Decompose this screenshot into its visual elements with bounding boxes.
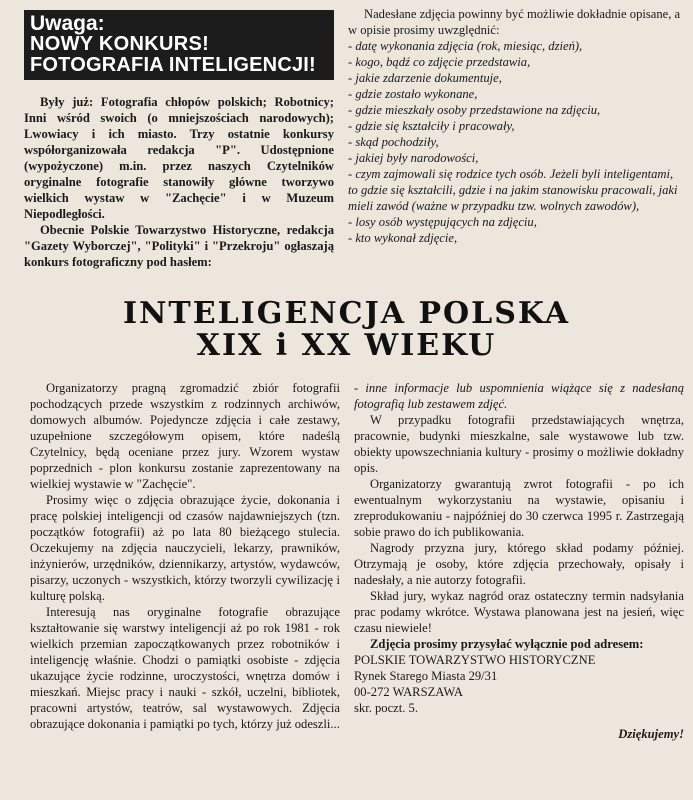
extra-info-item: - inne informacje lub uspomnienia wiążące się z nadesłaną fotografią lub zestawem zdjęć. (354, 381, 684, 411)
body-column-right (354, 380, 684, 742)
address-line: 00-272 WARSZAWA (354, 685, 463, 699)
thanks-signoff: Dziękujemy! (618, 727, 684, 741)
requirements-intro: Nadesłane zdjęcia powinny być możliwie dokładnie opisane, a w opisie prosimy uwzględnić: (348, 7, 681, 37)
notice-line-1: Uwaga: (30, 12, 105, 35)
requirement-item: - datę wykonania zdjęcia (rok, miesiąc, dzień), (348, 39, 583, 53)
contest-headline (0, 298, 693, 362)
requirement-item: - kogo, bądź co zdjęcie przedstawia, (348, 55, 531, 69)
requirement-item: - losy osób występujących na zdjęciu, (348, 215, 537, 229)
requirement-item: - jakie zdarzenie dokumentuje, (348, 71, 502, 85)
notice-line-2: NOWY KONKURS! (30, 33, 210, 55)
body-paragraph-4: W przypadku fotografii przedstawiających wnętrza, pracownie, budynki mieszkalne, sale wystawowe lub tzw. obiekty upowszechniania kultury - prosimy o możliwie dokładny opis. (354, 413, 684, 475)
intro-paragraph-2: Obecnie Polskie Towarzystwo Historyczne, redakcja "Gazety Wyborczej", "Polityki" i "Przekroju" ogłaszają konkurs fotograficzny pod hasłem: (24, 223, 334, 269)
body-paragraph-3: Interesują nas oryginalne fotografie obrazujące kształtowanie się warstwy inteligencji aż po rok 1981 - rok wielkich przemian zapoczątkowanych przez robotników i inteligencję właśnie. Chodzi o pamiątki osobiste - zdjęcia ukazujące życie rodzinne, uroczystości, wnętrza domów i mieszkań. Miejsc pracy i nauki - szkół, uczelni, bibliotek, pracowni artystów, teatrów, sal wystawowych. Zdjęcia obrazujące dokonania i pamiątki po tych, którzy już odeszli... (30, 605, 340, 731)
requirement-item: - gdzie zostało wykonane, (348, 87, 478, 101)
body-paragraph-2: Prosimy więc o zdjęcia obrazujące życie, dokonania i pracę polskiej inteligencji od czasów najdawniejszych (tzn. początków fotografii) aż po lata 80 bieżącego stulecia. Oczekujemy na zdjęcia nauczycieli, lekarzy, prawników, inżynierów, urzędników, dziennikarzy, artystów, wydawców, pisarzy, uczonych - wszystkich, którzy tworzyli cywilizację i kulturę polską. (30, 493, 340, 603)
headline-line-2: XIX i XX WIEKU (196, 328, 497, 363)
address-title: Zdjęcia prosimy przysyłać wyłącznie pod adresem: (370, 637, 644, 651)
intro-column (24, 94, 334, 270)
requirement-item: - kto wykonał zdjęcie, (348, 231, 458, 245)
body-paragraph-1: Organizatorzy pragną zgromadzić zbiór fotografii pochodzących przede wszystkim z rodzinnych archiwów, domowych albumów. Pojedyncze zdjęcia i całe zestawy, uzupełnione szczegółowym opisem, które nadeślą Czytelnicy, będą oceniane przez jury. Wzorem wystaw poprzednich - plon konkursu zostanie zaprezentowany na wielkiej wystawie w "Zachęcie". (30, 381, 340, 491)
requirement-item: - gdzie mieszkały osoby przedstawione na zdjęciu, (348, 103, 601, 117)
address-line: Rynek Starego Miasta 29/31 (354, 669, 498, 683)
body-paragraph-7: Skład jury, wykaz nagród oraz ostateczny termin nadsyłania prac podamy wkrótce. Wystawa planowana jest na jesień, więc czasu niewiele! (354, 589, 684, 635)
requirement-item: - jakiej były narodowości, (348, 151, 479, 165)
intro-paragraph-1: Były już: Fotografia chłopów polskich; Robotnicy; Inni wśród swoich (o mniejszościach narodowych); Lwowiacy i ich miasto. Trzy ostatnie konkursy współorganizowała redakcja "P". Udostępnione (wypożyczone) m.in. przez naszych Czytelników oryginalne fotografie stanowiły główne tworzywo wielkich wystaw w "Zachęcie" i w Muzeum Niepodległości. (24, 95, 334, 221)
requirement-item: - gdzie się kształciły i pracowały, (348, 119, 515, 133)
body-column-left (30, 380, 340, 732)
notice-box (24, 10, 334, 80)
notice-line-3: FOTOGRAFIA INTELIGENCJI! (30, 54, 316, 76)
description-requirements (348, 6, 682, 246)
address-line: POLSKIE TOWARZYSTWO HISTORYCZNE (354, 653, 596, 667)
requirement-item: - czym zajmowali się rodzice tych osób. Jeżeli byli inteligentami, to gdzie się kształcili, gdzie i na jakim stanowisku pracowali, jaki mieli zawód (ważne w przypadku tzw. wolnych zawodów), (348, 167, 678, 213)
body-paragraph-6: Nagrody przyzna jury, którego skład podamy później. Otrzymają je osoby, które zdjęcia przechowały, opisały i nadesłały, a nie autorzy fotografii. (354, 541, 684, 587)
headline-line-1: INTELIGENCJA POLSKA (122, 296, 571, 331)
body-paragraph-5: Organizatorzy gwarantują zwrot fotografii - po ich ewentualnym wykorzystaniu na wystawie, opisaniu i zreprodukowaniu - najpóźniej do 30 czerwca 1995 r. Zastrzegają sobie prawo do ich publikowania. (354, 477, 684, 539)
address-line: skr. poczt. 5. (354, 701, 419, 715)
requirement-item: - skąd pochodziły, (348, 135, 439, 149)
